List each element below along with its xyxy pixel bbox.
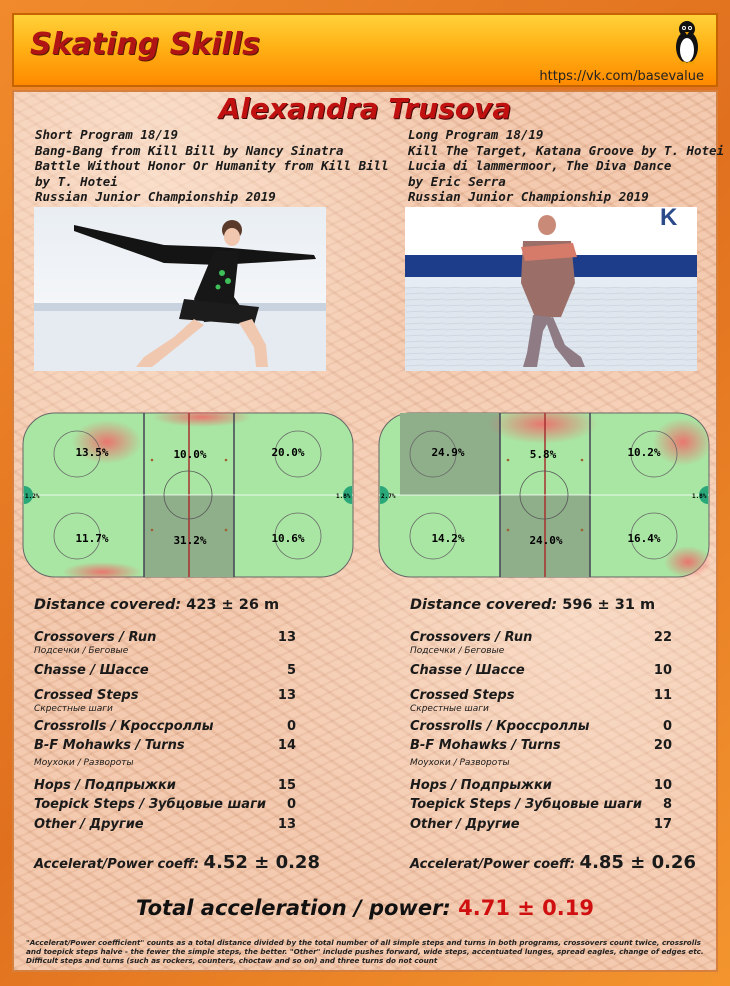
stat-row: [34, 719, 324, 734]
svg-text:K: K: [660, 207, 678, 231]
stat-value: 22: [653, 630, 672, 645]
stat-row: [410, 778, 700, 793]
long-rink-zone-label: 24.0%: [529, 534, 563, 547]
stat-value: 20: [653, 738, 672, 753]
short-coeff-value: 4.52 ± 0.28: [203, 852, 320, 873]
stat-sublabel: Моухоки / Развороты: [34, 758, 134, 768]
long-distance: [410, 597, 655, 613]
long-coeff: [410, 852, 696, 873]
stat-row: [34, 797, 324, 812]
long-rink-zone-label: 16.4%: [627, 532, 661, 545]
stat-label: Chasse / Шассе: [34, 663, 149, 678]
short-distance-value: 423 ± 26 m: [186, 597, 280, 613]
stat-row: [34, 663, 324, 678]
stat-row: [410, 797, 700, 812]
stat-label: Crossed Steps: [34, 688, 139, 703]
short-program-line: by T. Hotei: [35, 173, 118, 189]
stat-value: 0: [286, 797, 296, 812]
stat-label: Crossed Steps: [410, 688, 515, 703]
stat-row: [410, 817, 700, 832]
stat-value: 15: [277, 778, 296, 793]
long-program-info: [408, 127, 730, 205]
short-program-line: Bang-Bang from Kill Bill by Nancy Sinatra: [35, 142, 344, 158]
stat-row: [410, 738, 700, 768]
stat-row: [410, 719, 700, 734]
stat-label: Toepick Steps / Зубцовые шаги: [410, 797, 642, 812]
long-distance-value: 596 ± 31 m: [562, 597, 656, 613]
long-rink-zone-label: 24.9%: [431, 446, 465, 459]
stat-label: Chasse / Шассе: [410, 663, 525, 678]
stat-label: Crossovers / Run: [410, 630, 533, 645]
stat-sublabel: Подсечки / Беговые: [410, 646, 505, 656]
long-coeff-label: Accelerat/Power coeff:: [410, 857, 576, 872]
long-program-line: Russian Junior Championship 2019: [408, 189, 649, 204]
stat-value: 13: [277, 630, 296, 645]
short-program-line: Short Program 18/19: [35, 127, 178, 142]
stat-value: 13: [277, 688, 296, 703]
short-distance: [34, 597, 279, 613]
long-coeff-value: 4.85 ± 0.26: [579, 852, 696, 873]
total-label: Total acceleration / power:: [136, 896, 451, 920]
stat-label: Hops / Подпрыжки: [410, 778, 552, 793]
stat-label: B-F Mohawks / Turns: [34, 738, 185, 753]
long-rink-zone-label: 10.2%: [627, 446, 661, 459]
short-program-line: Battle Without Honor Or Humanity from Kill Bill: [35, 158, 389, 173]
stat-label: B-F Mohawks / Turns: [410, 738, 561, 753]
long-program-line: Lucia di lammermoor, The Diva Dance: [408, 158, 672, 173]
long-rink-zone-label: 14.2%: [431, 532, 465, 545]
stat-label: Crossrolls / Кроссроллы: [410, 719, 590, 734]
stat-sublabel: Подсечки / Беговые: [34, 646, 129, 656]
long-distance-label: Distance covered:: [410, 597, 558, 613]
header-banner: [12, 13, 718, 87]
stat-value: 11: [653, 688, 672, 703]
header-title: Skating Skills: [30, 27, 260, 62]
short-coeff-label: Accelerat/Power coeff:: [34, 857, 200, 872]
stat-value: 10: [653, 663, 672, 678]
stat-value: 8: [662, 797, 672, 812]
stat-label: Hops / Подпрыжки: [34, 778, 176, 793]
total-value: 4.71 ± 0.19: [458, 896, 594, 920]
short-rink-zone-label: 10.6%: [271, 532, 305, 545]
long-program-line: Long Program 18/19: [408, 127, 544, 142]
stat-value: 14: [277, 738, 296, 753]
short-rink-zone-label: 13.5%: [75, 446, 109, 459]
short-rink-zone-label: 10.0%: [173, 448, 207, 461]
stat-value: 17: [653, 817, 672, 832]
short-program-photo: [34, 207, 326, 371]
stat-row: [34, 778, 324, 793]
stat-sublabel: Скрестные шаги: [34, 704, 113, 714]
total-power: [0, 896, 730, 920]
stat-label: Other / Другие: [410, 817, 520, 832]
skater-name: Alexandra Trusova: [218, 92, 512, 125]
short-program-rink-heatmap: [22, 412, 354, 578]
long-program-line: Kill The Target, Katana Groove by T. Hotei: [408, 142, 725, 158]
stat-row: [410, 688, 700, 714]
header-url-link[interactable]: https://vk.com/basevalue: [539, 69, 704, 84]
short-rink-zone-label: 31.2%: [173, 534, 207, 547]
short-coeff: [34, 852, 320, 873]
footnote: "Accelerat/Power coefficient" counts as a total distance divided by the total number of all simple steps and turns in both programs, crossovers count twice, crossrolls and toepick steps halve - the fewer the simple steps, the better. "Other" include pushes forward, wide steps, accentuated lunges, spread eagles, change of edges etc. Difficult steps and turns (such as rockers, counters, choctaw and so on) and three turns do not count: [26, 938, 704, 965]
stat-value: 0: [286, 719, 296, 734]
short-rink-left-end: 1.2%: [25, 493, 40, 500]
long-program-photo: [405, 207, 697, 371]
stat-sublabel: Скрестные шаги: [410, 704, 489, 714]
stat-sublabel: Моухоки / Развороты: [410, 758, 510, 768]
long-program-rink-heatmap: [378, 412, 710, 578]
short-program-line: Russian Junior Championship 2019: [35, 189, 276, 204]
short-distance-label: Distance covered:: [34, 597, 182, 613]
stat-row: [410, 663, 700, 678]
stat-row: [34, 817, 324, 832]
stat-value: 13: [277, 817, 296, 832]
long-rink-left-end: 2.7%: [381, 493, 396, 500]
long-program-line: by Eric Serra: [408, 173, 506, 189]
stat-row: [410, 630, 700, 656]
stat-label: Crossovers / Run: [34, 630, 157, 645]
stat-value: 5: [286, 663, 296, 678]
stat-value: 0: [662, 719, 672, 734]
stat-row: [34, 630, 324, 656]
stat-value: 10: [653, 778, 672, 793]
stat-row: [34, 738, 324, 768]
short-rink-zone-label: 11.7%: [75, 532, 109, 545]
short-rink-zone-label: 20.0%: [271, 446, 305, 459]
long-rink-zone-label: 5.8%: [529, 448, 557, 461]
long-rink-right-end: 1.8%: [692, 493, 707, 500]
short-program-info: [35, 127, 389, 205]
stat-row: [34, 688, 324, 714]
penguin-logo-icon: [672, 17, 702, 65]
stat-label: Other / Другие: [34, 817, 144, 832]
stat-label: Toepick Steps / Зубцовые шаги: [34, 797, 266, 812]
short-rink-right-end: 1.8%: [336, 493, 351, 500]
stat-label: Crossrolls / Кроссроллы: [34, 719, 214, 734]
